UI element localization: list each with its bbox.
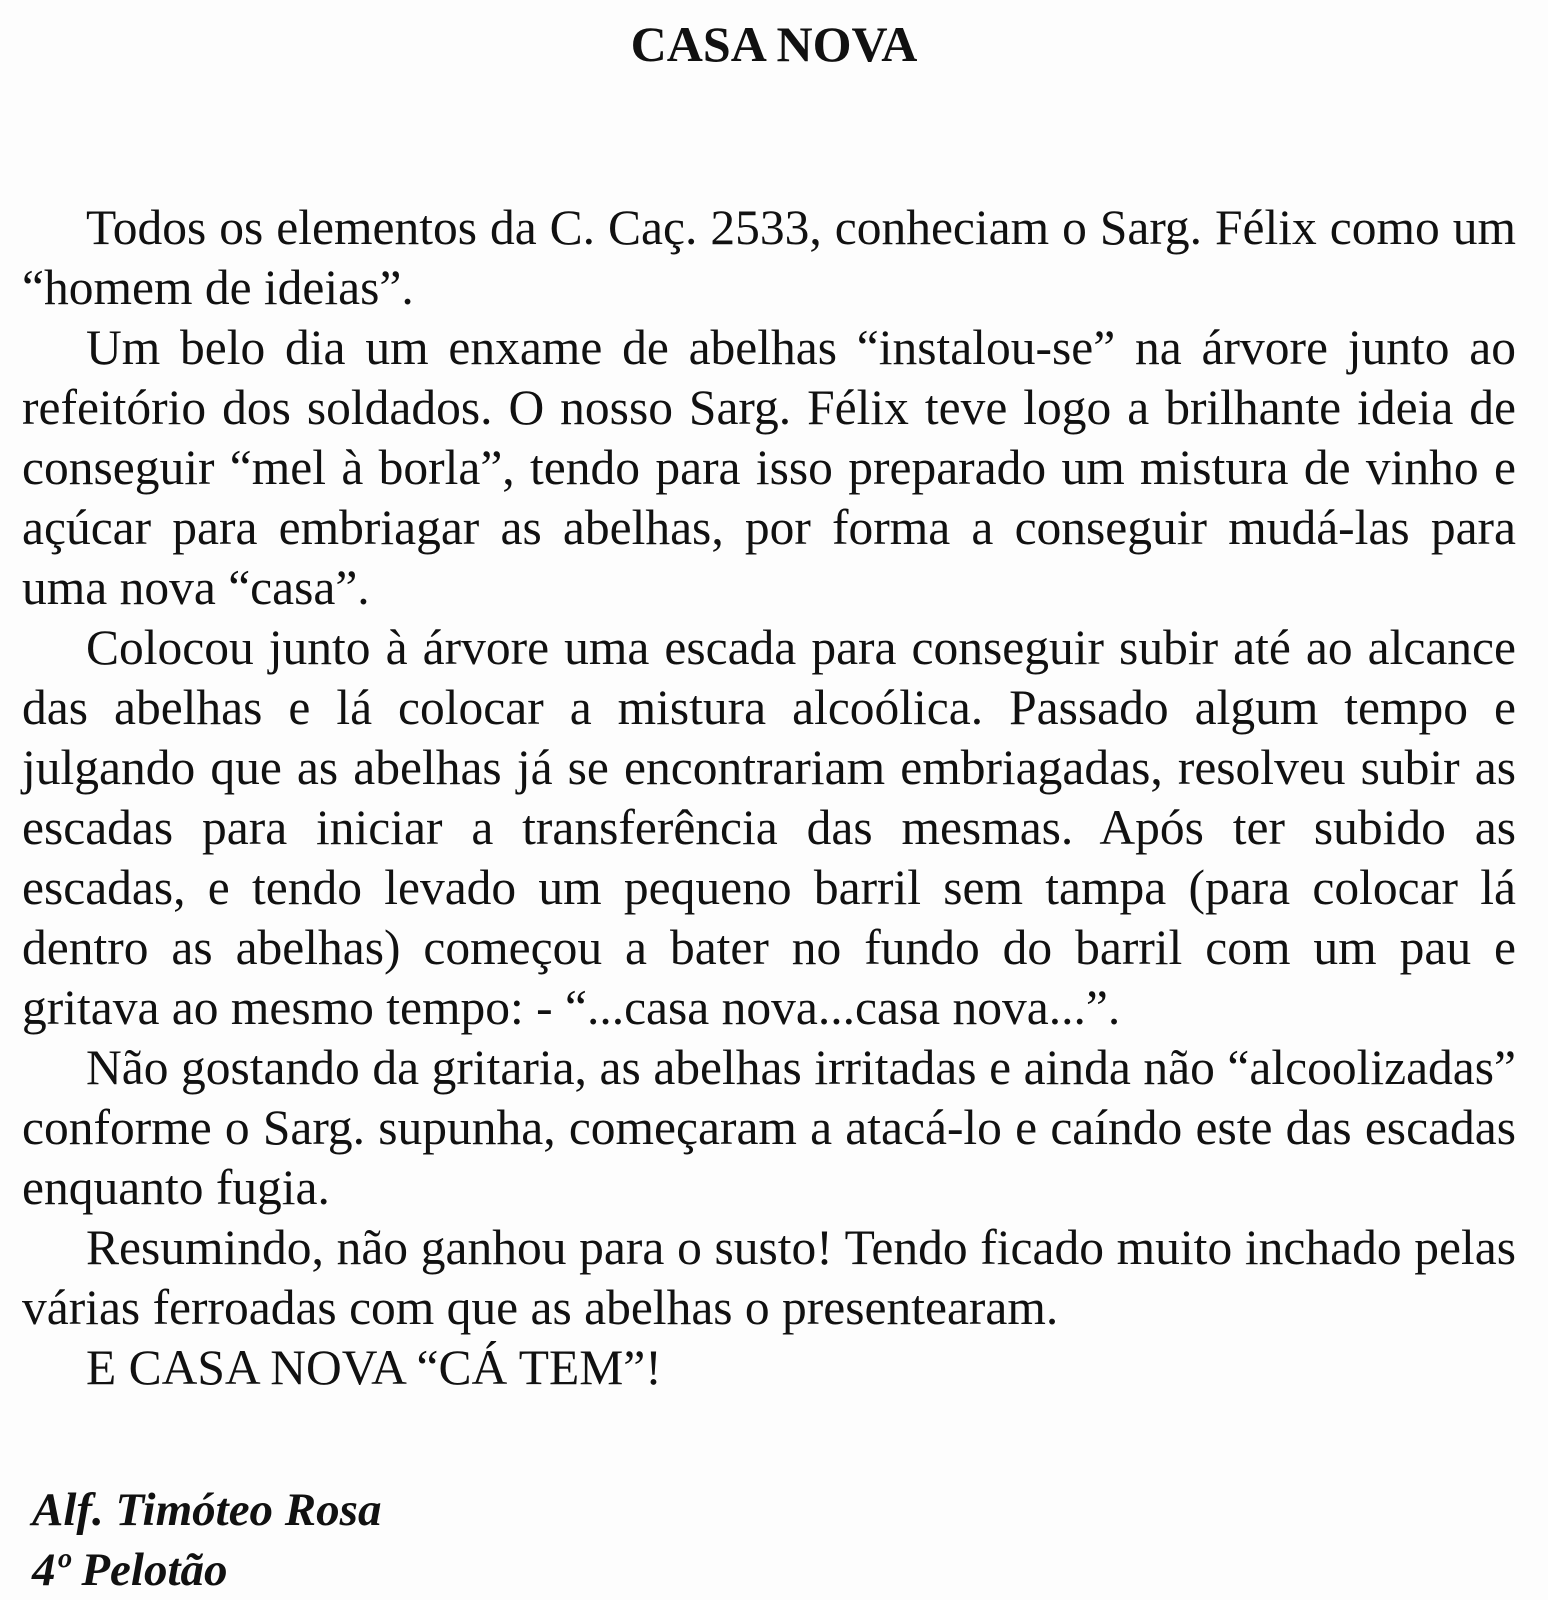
paragraph: Colocou junto à árvore uma escada para conseguir subir até ao alcance das abelhas e lá colocar a mistura alcoólica. Passado algum tempo e julgando que as abelhas já se encontrariam embriagadas, resolveu subir as escadas para iniciar a transferência das mesmas. Após ter subido as escadas, e tendo levado um pequeno barril sem tampa (para colocar lá dentro as abelhas) começou a bater no fundo do barril com um pau e gritava ao mesmo tempo: - “...casa nova...casa nova...”. [22, 620, 1516, 1035]
author-unit: 4º Pelotão [32, 1544, 228, 1596]
paragraph: Um belo dia um enxame de abelhas “instalou-se” na árvore junto ao refeitório dos soldados. O nosso Sarg. Félix teve logo a brilhante ideia de conseguir “mel à borla”, tendo para isso preparado um mistura de vinho e açúcar para embriagar as abelhas, por forma a conseguir mudá-las para uma nova “casa”. [22, 320, 1516, 615]
paragraph: Todos os elementos da C. Caç. 2533, conheciam o Sarg. Félix como um “homem de ideias”. [22, 200, 1516, 315]
paragraph: Não gostando da gritaria, as abelhas irritadas e ainda não “alcoolizadas” conforme o Sarg. supunha, começaram a atacá-lo e caíndo este das escadas enquanto fugia. [22, 1040, 1516, 1215]
document-title: CASA NOVA [630, 16, 918, 72]
closing-line: E CASA NOVA “CÁ TEM”! [86, 1340, 662, 1395]
paragraph: Resumindo, não ganhou para o susto! Tendo ficado muito inchado pelas várias ferroadas com que as abelhas o presentearam. [22, 1220, 1516, 1335]
story-body [22, 198, 1516, 1398]
signature-block [32, 1480, 381, 1600]
author-name: Alf. Timóteo Rosa [32, 1484, 382, 1536]
